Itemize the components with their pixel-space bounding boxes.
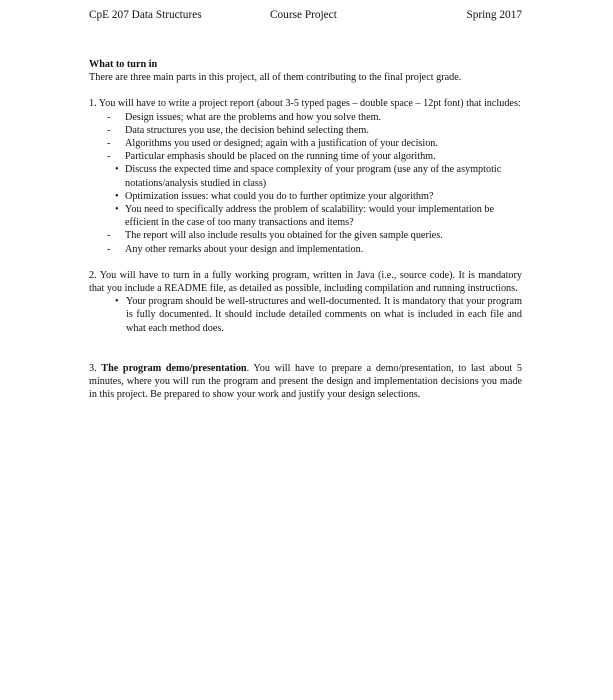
list-item: - Design issues; what are the problems and how you solve them. [89,111,522,124]
list-item: - Any other remarks about your design and implementation. [89,243,522,256]
part3-title: The program demo/presentation [101,362,247,374]
list-item: - The report will also include results you obtained for the given sample queries. [89,229,522,242]
part2-paragraph: 2. You will have to turn in a fully working program, written in Java (i.e., source code). It is mandatory that you include a README file, as detailed as possible, including compilation and running instructions. [89,269,522,295]
part3-paragraph [89,362,522,402]
part2-list [89,295,522,335]
bullet-item: • Optimization issues: what could you do to further optimize your algorithm? [89,190,522,203]
term: Spring 2017 [466,9,522,21]
part1-list [89,111,522,256]
part3-lead: 3. [89,362,102,374]
list-item: - Particular emphasis should be placed on the running time of your algorithm. [89,150,522,163]
bullet-item: • Your program should be well-structures and well-documented. It is mandatory that your program is fully documented. It should include detailed comments on what is included in each file and what each method does. [89,295,522,335]
section-title: What to turn in [89,59,158,70]
bullet-item: • Discuss the expected time and space complexity of your program (use any of the asymptotic notations/analysis studied in class) [89,163,522,189]
page-header [89,9,522,25]
list-item: - Data structures you use, the decision behind selecting them. [89,124,522,137]
course-name: CpE 207 Data Structures [89,9,202,21]
part1-paragraph: 1. You will have to write a project report (about 3-5 typed pages – double space – 12pt font) that includes: [89,98,521,110]
part3-text: . You will have to prepare a demo/presentation, to last about 5 minutes, where you will run the program and present the design and implementation decisions you made in this project. Be prepared to show your work and justify your design selections. [89,362,522,401]
list-item: - Algorithms you used or designed; again with a justification of your decision. [89,137,522,150]
document-body [89,58,522,401]
document-type: Course Project [270,9,337,21]
intro-paragraph: There are three main parts in this project, all of them contributing to the final project grade. [89,72,462,84]
bullet-item: • You need to specifically address the problem of scalability: would your implementation be efficient in the case of too many transactions and items? [89,203,522,229]
